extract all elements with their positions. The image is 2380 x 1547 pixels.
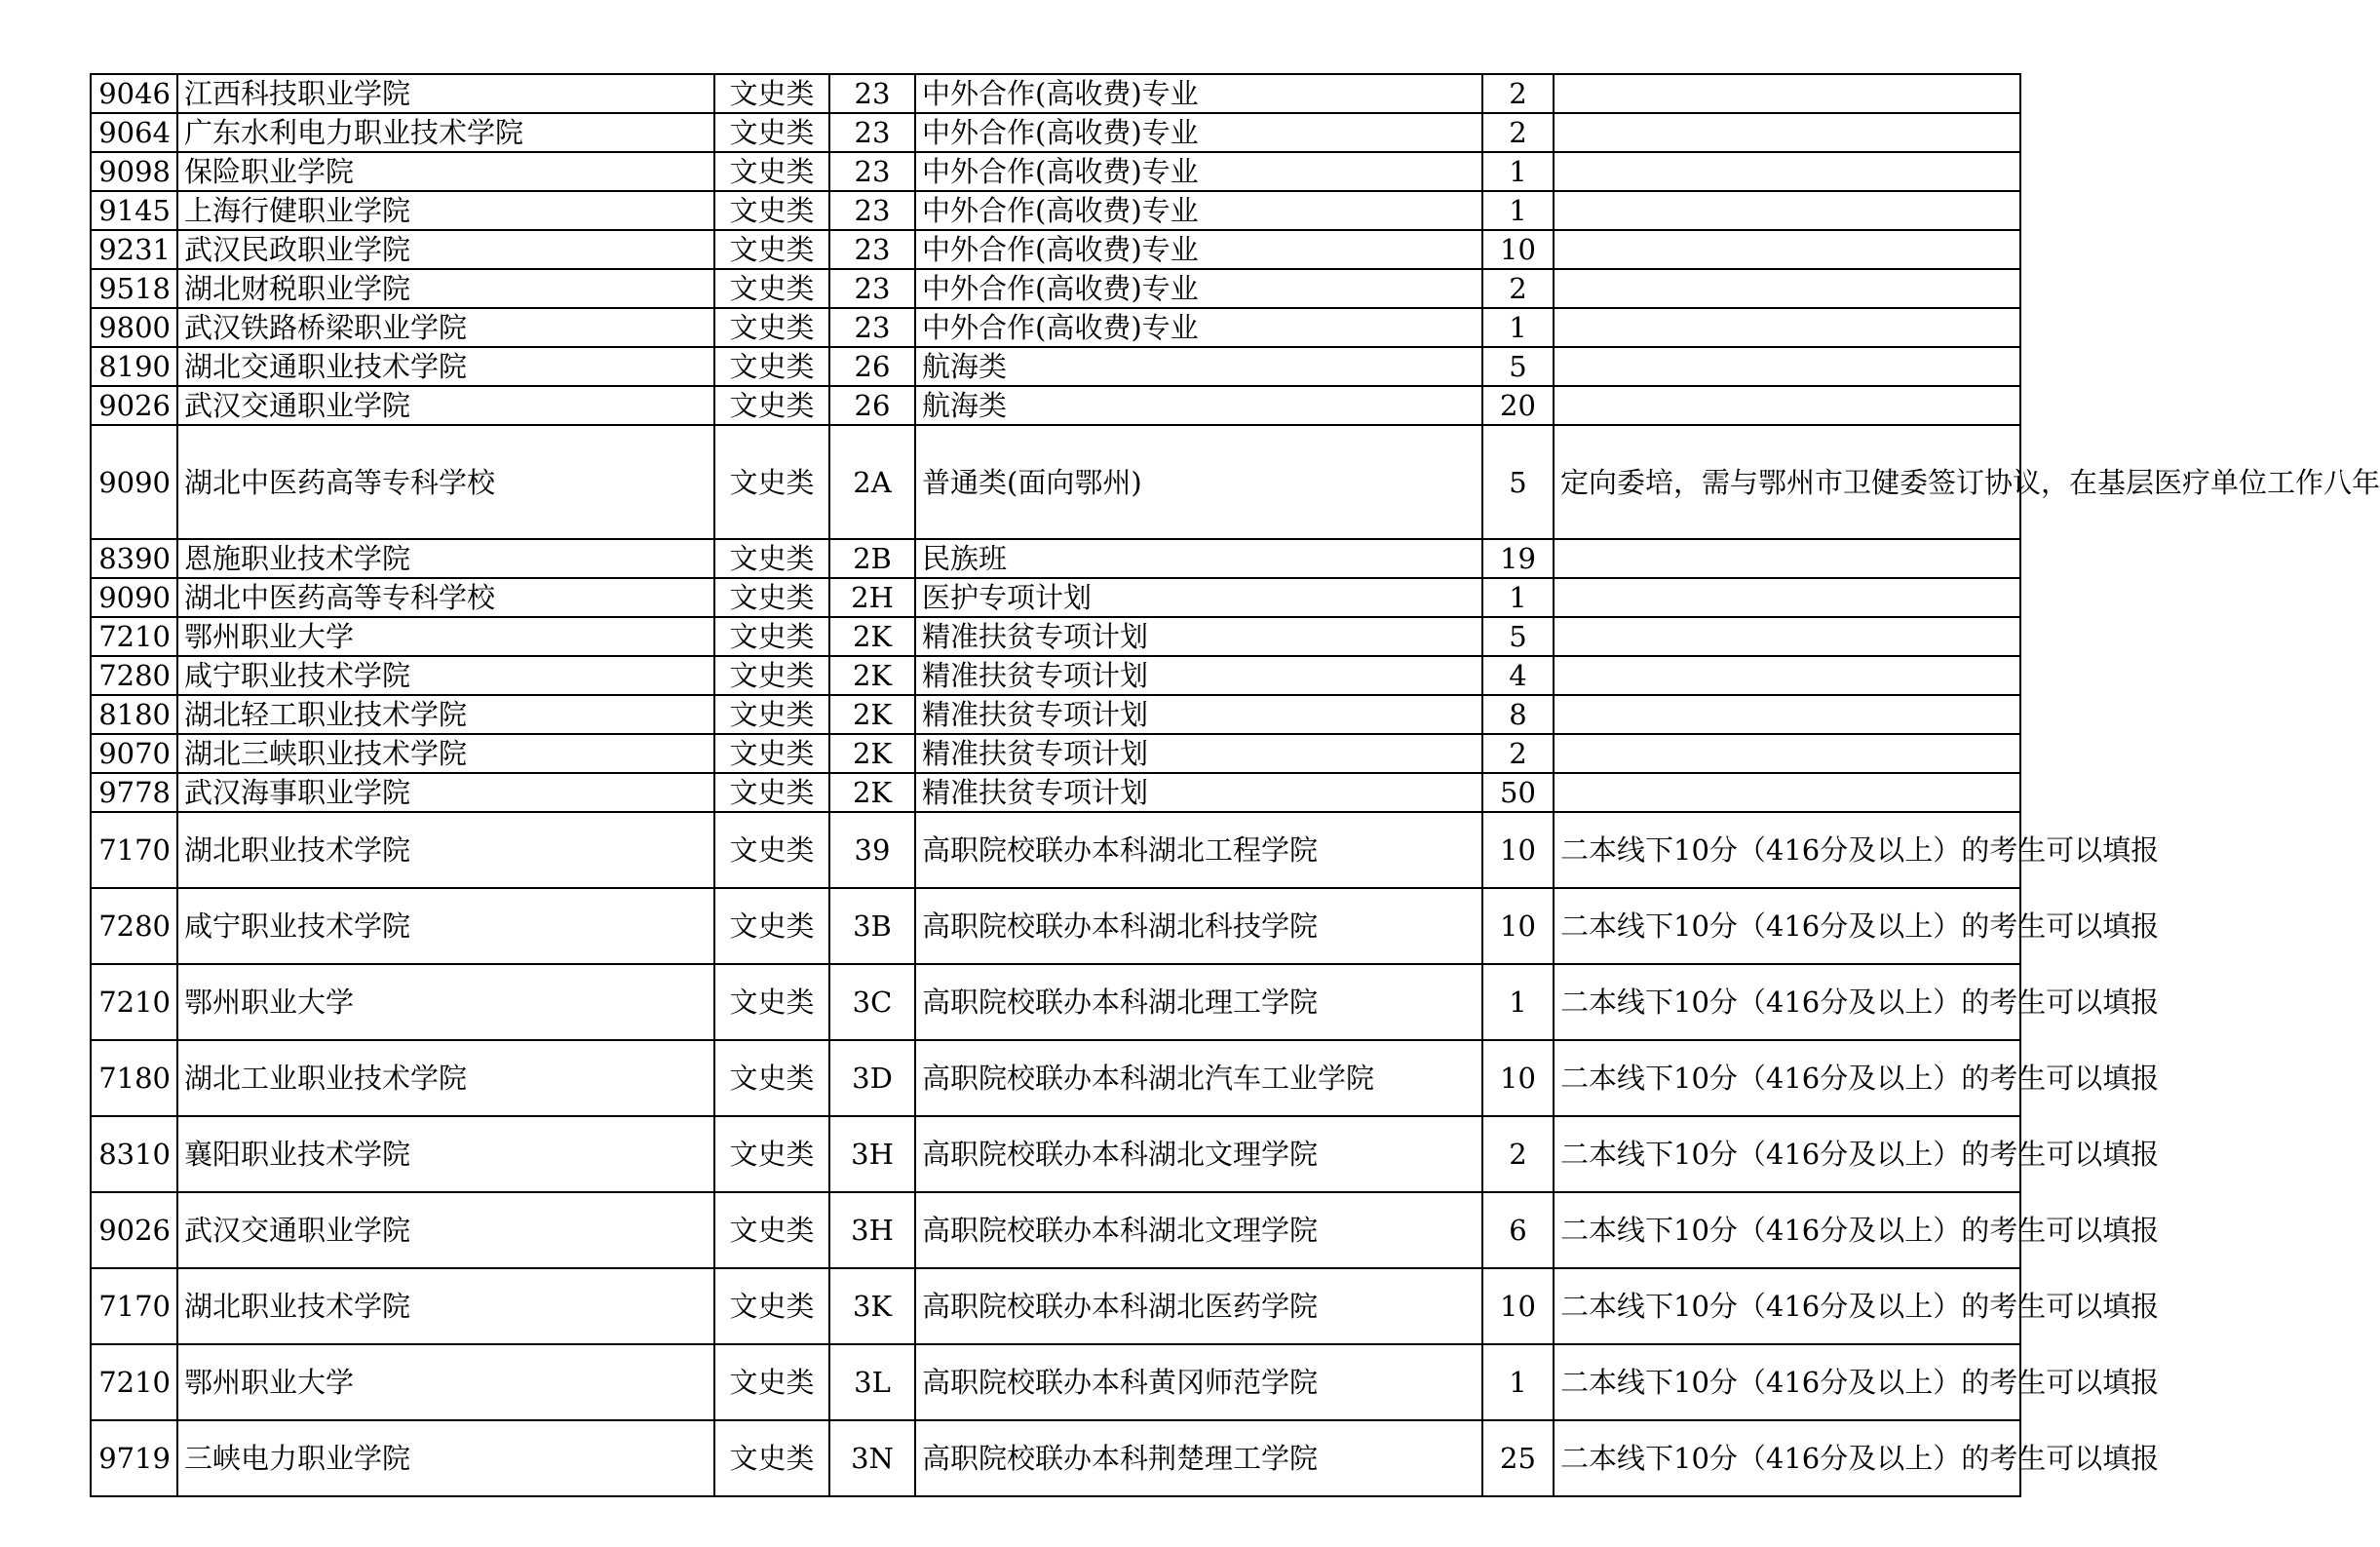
school-name-cell: 湖北中医药高等专科学校 (177, 578, 714, 617)
school-code-cell: 9070 (91, 734, 177, 773)
plan-count-cell: 2 (1482, 269, 1554, 308)
plan-type-cell: 高职院校联办本科湖北理工学院 (915, 964, 1482, 1040)
school-name-cell: 武汉海事职业学院 (177, 773, 714, 812)
group-code-cell: 23 (829, 152, 915, 191)
school-code-cell: 9046 (91, 74, 177, 113)
plan-count-cell: 1 (1482, 191, 1554, 230)
school-code-cell: 9098 (91, 152, 177, 191)
plan-count-cell: 6 (1482, 1192, 1554, 1268)
plan-type-cell: 中外合作(高收费)专业 (915, 191, 1482, 230)
remarks-cell (1554, 308, 2020, 347)
subject-category-cell: 文史类 (714, 1040, 829, 1116)
school-code-cell: 7180 (91, 1040, 177, 1116)
school-name-cell: 咸宁职业技术学院 (177, 888, 714, 964)
subject-category-cell: 文史类 (714, 230, 829, 269)
plan-type-cell: 高职院校联办本科湖北工程学院 (915, 812, 1482, 888)
plan-type-cell: 中外合作(高收费)专业 (915, 152, 1482, 191)
plan-count-cell: 1 (1482, 1344, 1554, 1420)
remarks-cell: 二本线下10分（416分及以上）的考生可以填报 (1554, 1268, 2020, 1344)
school-name-cell: 湖北财税职业学院 (177, 269, 714, 308)
school-name-cell: 湖北职业技术学院 (177, 1268, 714, 1344)
subject-category-cell: 文史类 (714, 773, 829, 812)
school-code-cell: 7280 (91, 656, 177, 695)
school-code-cell: 9231 (91, 230, 177, 269)
plan-count-cell: 10 (1482, 1040, 1554, 1116)
subject-category-cell: 文史类 (714, 617, 829, 656)
plan-count-cell: 10 (1482, 888, 1554, 964)
group-code-cell: 23 (829, 230, 915, 269)
table-row (91, 1116, 2020, 1192)
remarks-cell: 二本线下10分（416分及以上）的考生可以填报 (1554, 1040, 2020, 1116)
plan-type-cell: 高职院校联办本科湖北文理学院 (915, 1192, 1482, 1268)
subject-category-cell: 文史类 (714, 386, 829, 425)
group-code-cell: 23 (829, 269, 915, 308)
subject-category-cell: 文史类 (714, 191, 829, 230)
school-code-cell: 9719 (91, 1420, 177, 1496)
group-code-cell: 23 (829, 113, 915, 152)
table-body (91, 74, 2380, 1496)
group-code-cell: 2B (829, 539, 915, 578)
subject-category-cell: 文史类 (714, 1116, 829, 1192)
subject-category-cell: 文史类 (714, 308, 829, 347)
plan-count-cell: 1 (1482, 152, 1554, 191)
school-code-cell: 9090 (91, 578, 177, 617)
school-name-cell: 咸宁职业技术学院 (177, 656, 714, 695)
school-code-cell: 9090 (91, 425, 177, 539)
school-name-cell: 鄂州职业大学 (177, 1344, 714, 1420)
plan-type-cell: 普通类(面向鄂州) (915, 425, 1482, 539)
school-code-cell: 7210 (91, 1344, 177, 1420)
table-row (91, 308, 2020, 347)
school-name-cell: 襄阳职业技术学院 (177, 1116, 714, 1192)
plan-count-cell: 19 (1482, 539, 1554, 578)
subject-category-cell: 文史类 (714, 1344, 829, 1420)
plan-count-cell: 2 (1482, 113, 1554, 152)
plan-count-cell: 10 (1482, 1268, 1554, 1344)
plan-type-cell: 精准扶贫专项计划 (915, 734, 1482, 773)
plan-type-cell: 精准扶贫专项计划 (915, 773, 1482, 812)
school-code-cell: 7280 (91, 888, 177, 964)
plan-count-cell: 1 (1482, 578, 1554, 617)
remarks-cell: 二本线下10分（416分及以上）的考生可以填报 (1554, 1116, 2020, 1192)
school-code-cell: 8390 (91, 539, 177, 578)
remarks-cell (1554, 386, 2020, 425)
remarks-cell: 二本线下10分（416分及以上）的考生可以填报 (1554, 888, 2020, 964)
remarks-cell (1554, 773, 2020, 812)
school-name-cell: 江西科技职业学院 (177, 74, 714, 113)
remarks-cell (1554, 539, 2020, 578)
school-code-cell: 8310 (91, 1116, 177, 1192)
plan-type-cell: 医护专项计划 (915, 578, 1482, 617)
remarks-cell (1554, 695, 2020, 734)
remarks-cell (1554, 617, 2020, 656)
school-name-cell: 湖北工业职业技术学院 (177, 1040, 714, 1116)
plan-count-cell: 10 (1482, 812, 1554, 888)
group-code-cell: 3H (829, 1116, 915, 1192)
table-row (91, 1268, 2020, 1344)
remarks-cell (1554, 191, 2020, 230)
table-row (91, 74, 2020, 113)
school-code-cell: 9026 (91, 1192, 177, 1268)
school-code-cell: 7170 (91, 1268, 177, 1344)
table-row (91, 812, 2020, 888)
table-row (91, 695, 2020, 734)
plan-count-cell: 2 (1482, 1116, 1554, 1192)
remarks-cell (1554, 578, 2020, 617)
plan-type-cell: 精准扶贫专项计划 (915, 695, 1482, 734)
table-row (91, 1192, 2020, 1268)
subject-category-cell: 文史类 (714, 425, 829, 539)
school-name-cell: 保险职业学院 (177, 152, 714, 191)
group-code-cell: 39 (829, 812, 915, 888)
plan-type-cell: 精准扶贫专项计划 (915, 656, 1482, 695)
group-code-cell: 3L (829, 1344, 915, 1420)
table-row (91, 539, 2020, 578)
remarks-cell: 二本线下10分（416分及以上）的考生可以填报 (1554, 1192, 2020, 1268)
plan-type-cell: 航海类 (915, 386, 1482, 425)
remarks-cell (1554, 152, 2020, 191)
table-row (91, 1344, 2020, 1420)
plan-count-cell: 1 (1482, 964, 1554, 1040)
school-code-cell: 9026 (91, 386, 177, 425)
subject-category-cell: 文史类 (714, 269, 829, 308)
plan-count-cell: 10 (1482, 230, 1554, 269)
school-name-cell: 恩施职业技术学院 (177, 539, 714, 578)
plan-count-cell: 4 (1482, 656, 1554, 695)
table-row (91, 888, 2020, 964)
remarks-cell (1554, 656, 2020, 695)
subject-category-cell: 文史类 (714, 695, 829, 734)
plan-type-cell: 中外合作(高收费)专业 (915, 74, 1482, 113)
group-code-cell: 23 (829, 74, 915, 113)
plan-type-cell: 高职院校联办本科湖北科技学院 (915, 888, 1482, 964)
remarks-cell (1554, 734, 2020, 773)
plan-type-cell: 高职院校联办本科湖北文理学院 (915, 1116, 1482, 1192)
remarks-cell (1554, 230, 2020, 269)
table-row (91, 191, 2020, 230)
plan-count-cell: 5 (1482, 347, 1554, 386)
plan-count-cell: 25 (1482, 1420, 1554, 1496)
table-row (91, 425, 2020, 539)
school-code-cell: 9778 (91, 773, 177, 812)
group-code-cell: 2K (829, 734, 915, 773)
plan-count-cell: 1 (1482, 308, 1554, 347)
school-code-cell: 7210 (91, 964, 177, 1040)
school-name-cell: 武汉交通职业学院 (177, 386, 714, 425)
subject-category-cell: 文史类 (714, 1420, 829, 1496)
group-code-cell: 2K (829, 773, 915, 812)
group-code-cell: 26 (829, 386, 915, 425)
plan-type-cell: 中外合作(高收费)专业 (915, 230, 1482, 269)
plan-count-cell: 8 (1482, 695, 1554, 734)
plan-count-cell: 5 (1482, 617, 1554, 656)
group-code-cell: 26 (829, 347, 915, 386)
table-row (91, 656, 2020, 695)
table-row (91, 152, 2020, 191)
subject-category-cell: 文史类 (714, 888, 829, 964)
remarks-cell (1554, 113, 2020, 152)
group-code-cell: 2H (829, 578, 915, 617)
group-code-cell: 3D (829, 1040, 915, 1116)
group-code-cell: 2A (829, 425, 915, 539)
plan-type-cell: 中外合作(高收费)专业 (915, 113, 1482, 152)
plan-type-cell: 高职院校联办本科湖北医药学院 (915, 1268, 1482, 1344)
subject-category-cell: 文史类 (714, 1192, 829, 1268)
plan-count-cell: 20 (1482, 386, 1554, 425)
school-name-cell: 武汉铁路桥梁职业学院 (177, 308, 714, 347)
subject-category-cell: 文史类 (714, 812, 829, 888)
school-name-cell: 湖北中医药高等专科学校 (177, 425, 714, 539)
remarks-cell: 二本线下10分（416分及以上）的考生可以填报 (1554, 1420, 2020, 1496)
table-row (91, 386, 2020, 425)
plan-type-cell: 民族班 (915, 539, 1482, 578)
group-code-cell: 2K (829, 617, 915, 656)
plan-type-cell: 高职院校联办本科湖北汽车工业学院 (915, 1040, 1482, 1116)
school-code-cell: 7170 (91, 812, 177, 888)
school-code-cell: 9145 (91, 191, 177, 230)
school-code-cell: 9064 (91, 113, 177, 152)
subject-category-cell: 文史类 (714, 964, 829, 1040)
school-name-cell: 广东水利电力职业技术学院 (177, 113, 714, 152)
school-code-cell: 8180 (91, 695, 177, 734)
remarks-cell: 二本线下10分（416分及以上）的考生可以填报 (1554, 964, 2020, 1040)
remarks-cell (1554, 347, 2020, 386)
plan-type-cell: 航海类 (915, 347, 1482, 386)
table-row (91, 964, 2020, 1040)
subject-category-cell: 文史类 (714, 113, 829, 152)
school-name-cell: 三峡电力职业学院 (177, 1420, 714, 1496)
school-name-cell: 鄂州职业大学 (177, 964, 714, 1040)
group-code-cell: 3C (829, 964, 915, 1040)
table-row (91, 1040, 2020, 1116)
school-code-cell: 9800 (91, 308, 177, 347)
table-row (91, 617, 2020, 656)
plan-type-cell: 中外合作(高收费)专业 (915, 308, 1482, 347)
table-row (91, 1420, 2020, 1496)
school-code-cell: 9518 (91, 269, 177, 308)
group-code-cell: 3N (829, 1420, 915, 1496)
plan-type-cell: 精准扶贫专项计划 (915, 617, 1482, 656)
group-code-cell: 3H (829, 1192, 915, 1268)
table-row (91, 347, 2020, 386)
group-code-cell: 3B (829, 888, 915, 964)
school-name-cell: 上海行健职业学院 (177, 191, 714, 230)
remarks-cell: 二本线下10分（416分及以上）的考生可以填报 (1554, 1344, 2020, 1420)
school-name-cell: 湖北交通职业技术学院 (177, 347, 714, 386)
table-row (91, 230, 2020, 269)
table-row (91, 578, 2020, 617)
school-name-cell: 鄂州职业大学 (177, 617, 714, 656)
remarks-cell (1554, 269, 2020, 308)
remarks-cell: 二本线下10分（416分及以上）的考生可以填报 (1554, 812, 2020, 888)
subject-category-cell: 文史类 (714, 1268, 829, 1344)
school-code-cell: 7210 (91, 617, 177, 656)
plan-type-cell: 高职院校联办本科荆楚理工学院 (915, 1420, 1482, 1496)
enrollment-plan-table (90, 73, 2380, 1497)
group-code-cell: 2K (829, 695, 915, 734)
school-name-cell: 湖北轻工职业技术学院 (177, 695, 714, 734)
table-row (91, 113, 2020, 152)
plan-count-cell: 2 (1482, 734, 1554, 773)
group-code-cell: 23 (829, 191, 915, 230)
plan-type-cell: 中外合作(高收费)专业 (915, 269, 1482, 308)
remarks-cell (1554, 74, 2020, 113)
table-row (91, 773, 2020, 812)
subject-category-cell: 文史类 (714, 578, 829, 617)
school-name-cell: 武汉交通职业学院 (177, 1192, 714, 1268)
subject-category-cell: 文史类 (714, 539, 829, 578)
group-code-cell: 23 (829, 308, 915, 347)
school-name-cell: 湖北三峡职业技术学院 (177, 734, 714, 773)
subject-category-cell: 文史类 (714, 347, 829, 386)
subject-category-cell: 文史类 (714, 74, 829, 113)
subject-category-cell: 文史类 (714, 152, 829, 191)
school-name-cell: 湖北职业技术学院 (177, 812, 714, 888)
table-row (91, 734, 2020, 773)
table-row (91, 269, 2020, 308)
subject-category-cell: 文史类 (714, 734, 829, 773)
group-code-cell: 2K (829, 656, 915, 695)
subject-category-cell: 文史类 (714, 656, 829, 695)
group-code-cell: 3K (829, 1268, 915, 1344)
school-code-cell: 8190 (91, 347, 177, 386)
plan-type-cell: 高职院校联办本科黄冈师范学院 (915, 1344, 1482, 1420)
plan-count-cell: 2 (1482, 74, 1554, 113)
plan-count-cell: 50 (1482, 773, 1554, 812)
school-name-cell: 武汉民政职业学院 (177, 230, 714, 269)
plan-count-cell: 5 (1482, 425, 1554, 539)
remarks-cell: 定向委培，需与鄂州市卫健委签订协议，在基层医疗单位工作八年 (1554, 425, 2020, 539)
